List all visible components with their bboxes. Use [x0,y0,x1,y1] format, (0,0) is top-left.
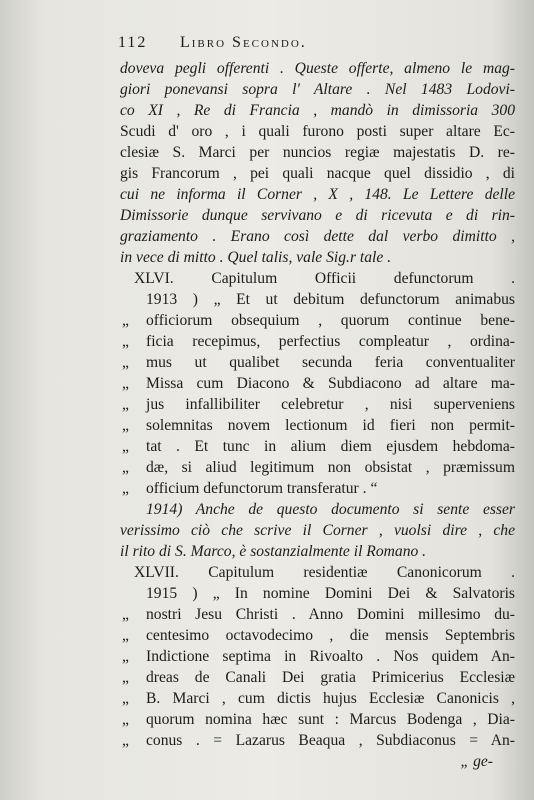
line-text: 1915 ) „ In nomine Domini Dei & Salvatoris [146,585,515,602]
page-body [120,58,515,772]
text-line [120,583,515,604]
text-line [120,121,515,142]
line-text: quorum nomina hæc sunt : Marcus Bodenga , Dia- [146,711,515,728]
text-line [120,646,515,667]
text-line [120,520,515,541]
text-line [120,394,515,415]
text-line [120,247,515,268]
line-text: centesimo octavodecimo , die mensis Septembris [146,627,515,644]
quote-mark: „ [122,606,129,623]
line-text: XLVII. Capitulum residentiæ Canonicorum . [134,564,515,581]
line-text: 1914) Anche de questo documento si sente esser [146,501,515,518]
text-line [120,226,515,247]
line-text: Scudi d' oro , i quali furono posti super altare Ec- [120,123,515,140]
quote-mark: „ [122,690,129,707]
text-line [120,709,515,730]
page-number: 112 [118,34,148,51]
line-text: verissimo ciò che scrive il Corner , vuolsi dire , che [120,522,515,539]
line-text: officium defunctorum transferatur . “ [146,480,378,497]
line-text: in vece di mitto . Quel talis, vale Sig.r tale . [120,249,392,266]
line-text: gis Francorum , pei quali nacque quel dissidio , di [120,165,515,182]
line-text: giori ponevansi sopra l' Altare . Nel 1483 Lodovi- [120,81,515,98]
quote-mark: „ [122,438,129,455]
line-text: 1913 ) „ Et ut debitum defunctorum animabus [146,291,515,308]
text-line [120,499,515,520]
text-line [120,289,515,310]
line-text: conus . = Lazarus Beaqua , Subdiaconus = An- [146,732,515,749]
quote-mark: „ [122,480,129,497]
text-line [120,373,515,394]
text-line [120,352,515,373]
line-text: XLVI. Capitulum Officii defunctorum . [134,270,515,287]
line-text: ficia recepimus, perfectius compleatur , ordina- [146,333,515,350]
line-text: solemnitas novem lectionum id fieri non permit- [146,417,515,434]
text-line [120,625,515,646]
page-header [118,34,474,54]
line-text: nostri Jesu Christi . Anno Domini millesimo du- [146,606,515,623]
text-line [120,667,515,688]
section-heading [120,268,515,289]
quote-mark: „ [122,417,129,434]
quote-mark: „ [122,333,129,350]
line-text: graziamento . Erano così dette dal verbo dimitto , [120,228,515,245]
quote-mark: „ [122,354,129,371]
text-line [120,310,515,331]
quote-mark: „ [122,627,129,644]
quote-mark: „ [122,669,129,686]
line-text: Missa cum Diacono & Subdiacono ad altare ma- [146,375,515,392]
quote-mark: „ [122,732,129,749]
line-text: B. Marci , cum dictis hujus Ecclesiæ Canonicis , [146,690,515,707]
section-heading [120,562,515,583]
text-line [120,604,515,625]
quote-mark: „ [122,648,129,665]
quote-mark: „ [122,459,129,476]
line-text: il rito di S. Marco, è sostanzialmente il Romano . [120,543,427,560]
quote-mark: „ [122,711,129,728]
line-text: clesiæ S. Marci per nuncios regiæ majestatis D. re- [120,144,515,161]
text-line [120,415,515,436]
text-line [120,436,515,457]
text-line [120,478,515,499]
line-text: Indictione septima in Rivoalto . Nos quidem An- [146,648,515,665]
text-line [120,688,515,709]
line-text: officiorum obsequium , quorum continue bene- [146,312,515,329]
text-line [120,541,515,562]
line-text: dæ, si aliud legitimum non obsistat , præmissum [146,459,515,476]
text-line [120,58,515,79]
line-text: tat . Et tunc in alium diem ejusdem hebdoma- [146,438,515,455]
catchword: „ ge- [460,753,493,770]
text-line [120,79,515,100]
text-line [120,730,515,751]
text-line [120,142,515,163]
text-line [120,163,515,184]
line-text: Dimissorie dunque servivano e di ricevuta e di rin- [120,207,515,224]
text-line [120,205,515,226]
quote-mark: „ [122,375,129,392]
line-text: jus infallibiliter celebretur , nisi superveniens [146,396,515,413]
line-text: co XI , Re di Francia , mandò in dimissoria 300 [120,102,515,119]
line-text: dreas de Canali Dei gratia Primicerius Ecclesiæ [146,669,515,686]
quote-mark: „ [122,312,129,329]
text-line [120,100,515,121]
line-text: doveva pegli offerenti . Queste offerte, almeno le mag- [120,60,515,77]
quote-mark: „ [122,396,129,413]
line-text: mus ut qualibet secunda feria conventualiter [146,354,515,371]
text-line [120,331,515,352]
text-line [120,184,515,205]
text-line [120,457,515,478]
running-title: Libro Secondo. [180,34,307,51]
line-text: cui ne informa il Corner , X , 148. Le Lettere delle [120,186,515,203]
